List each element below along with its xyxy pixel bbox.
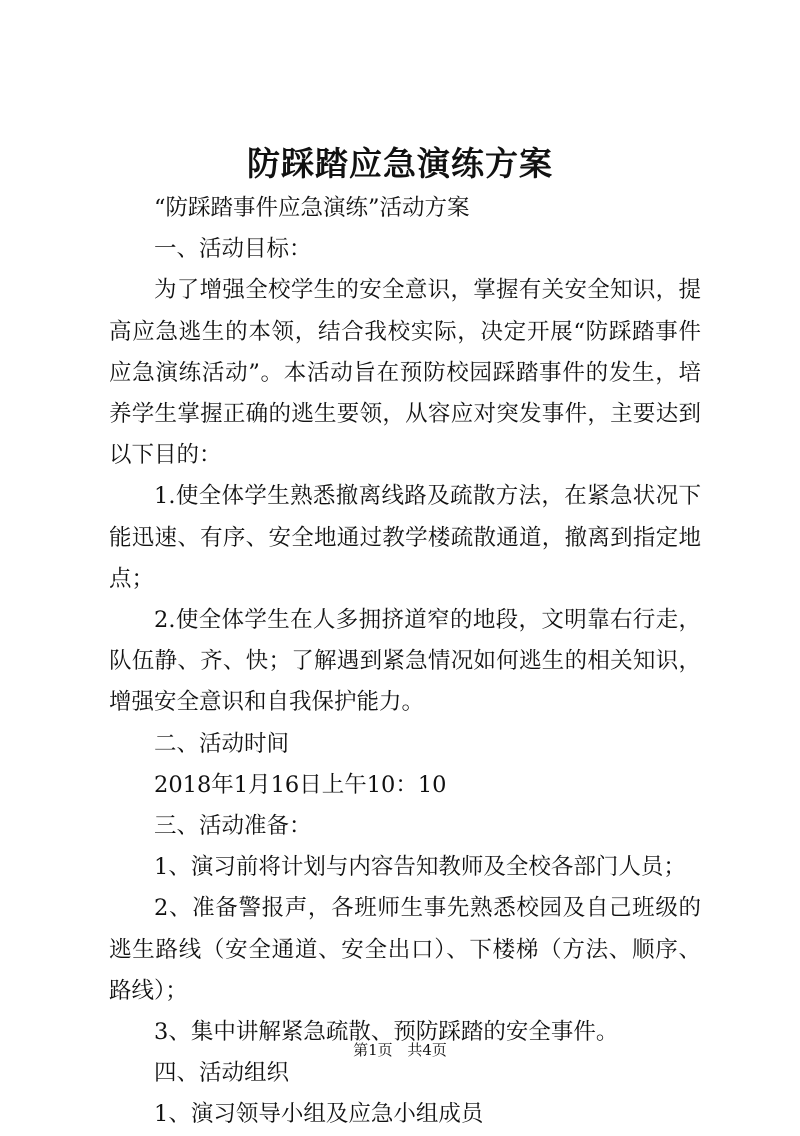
paragraph-prep-3: 3、集中讲解紧急疏散、预防踩踏的安全事件。 xyxy=(154,1019,619,1046)
section-heading-time: 二、活动时间 xyxy=(154,730,290,757)
paragraph-goal-2: 2.使全体学生在人多拥挤道窄的地段，文明靠右行走，队伍静、齐、快；了解遇到紧急情况如何逃生的相关知识，增强安全意识和自我保护能力。 xyxy=(109,607,701,716)
paragraph-prep-1: 1、演习前将计划与内容告知教师及全校各部门人员； xyxy=(154,854,686,881)
paragraph-goals-intro: 为了增强全校学生的安全意识，掌握有关安全知识，提高应急逃生的本领，结合我校实际，决定开展“防踩踏事件应急演练活动”。本活动旨在预防校园踩踏事件的发生，培养学生掌握正确的逃生要领，从容应对突发事件，主要达到以下目的： xyxy=(109,277,701,469)
section-heading-organization: 四、活动组织 xyxy=(154,1060,290,1087)
section-heading-goals: 一、活动目标： xyxy=(154,236,312,263)
paragraph-prep-2: 2、准备警报声，各班师生事先熟悉校园及自己班级的逃生路线（安全通道、安全出口）、下楼梯（方法、顺序、路线）； xyxy=(109,895,701,1004)
page-footer xyxy=(0,1040,800,1060)
paragraph-goal-1: 1.使全体学生熟悉撤离线路及疏散方法，在紧急状况下能迅速、有序、安全地通过教学楼疏散通道，撤离到指定地点； xyxy=(109,483,701,592)
section-heading-preparation: 三、活动准备： xyxy=(154,813,312,840)
page-total: 共4页 xyxy=(407,1041,447,1059)
document-title: 防踩踏应急演练方案 xyxy=(247,144,553,183)
paragraph-subtitle: “防踩踏事件应急演练”活动方案 xyxy=(154,195,470,221)
document-body xyxy=(109,188,701,1136)
paragraph-time-value: 2018年1月16日上午10：10 xyxy=(154,771,447,798)
paragraph-org-1: 1、演习领导小组及应急小组成员 xyxy=(154,1101,484,1128)
page-number: 第1页 xyxy=(353,1041,393,1059)
